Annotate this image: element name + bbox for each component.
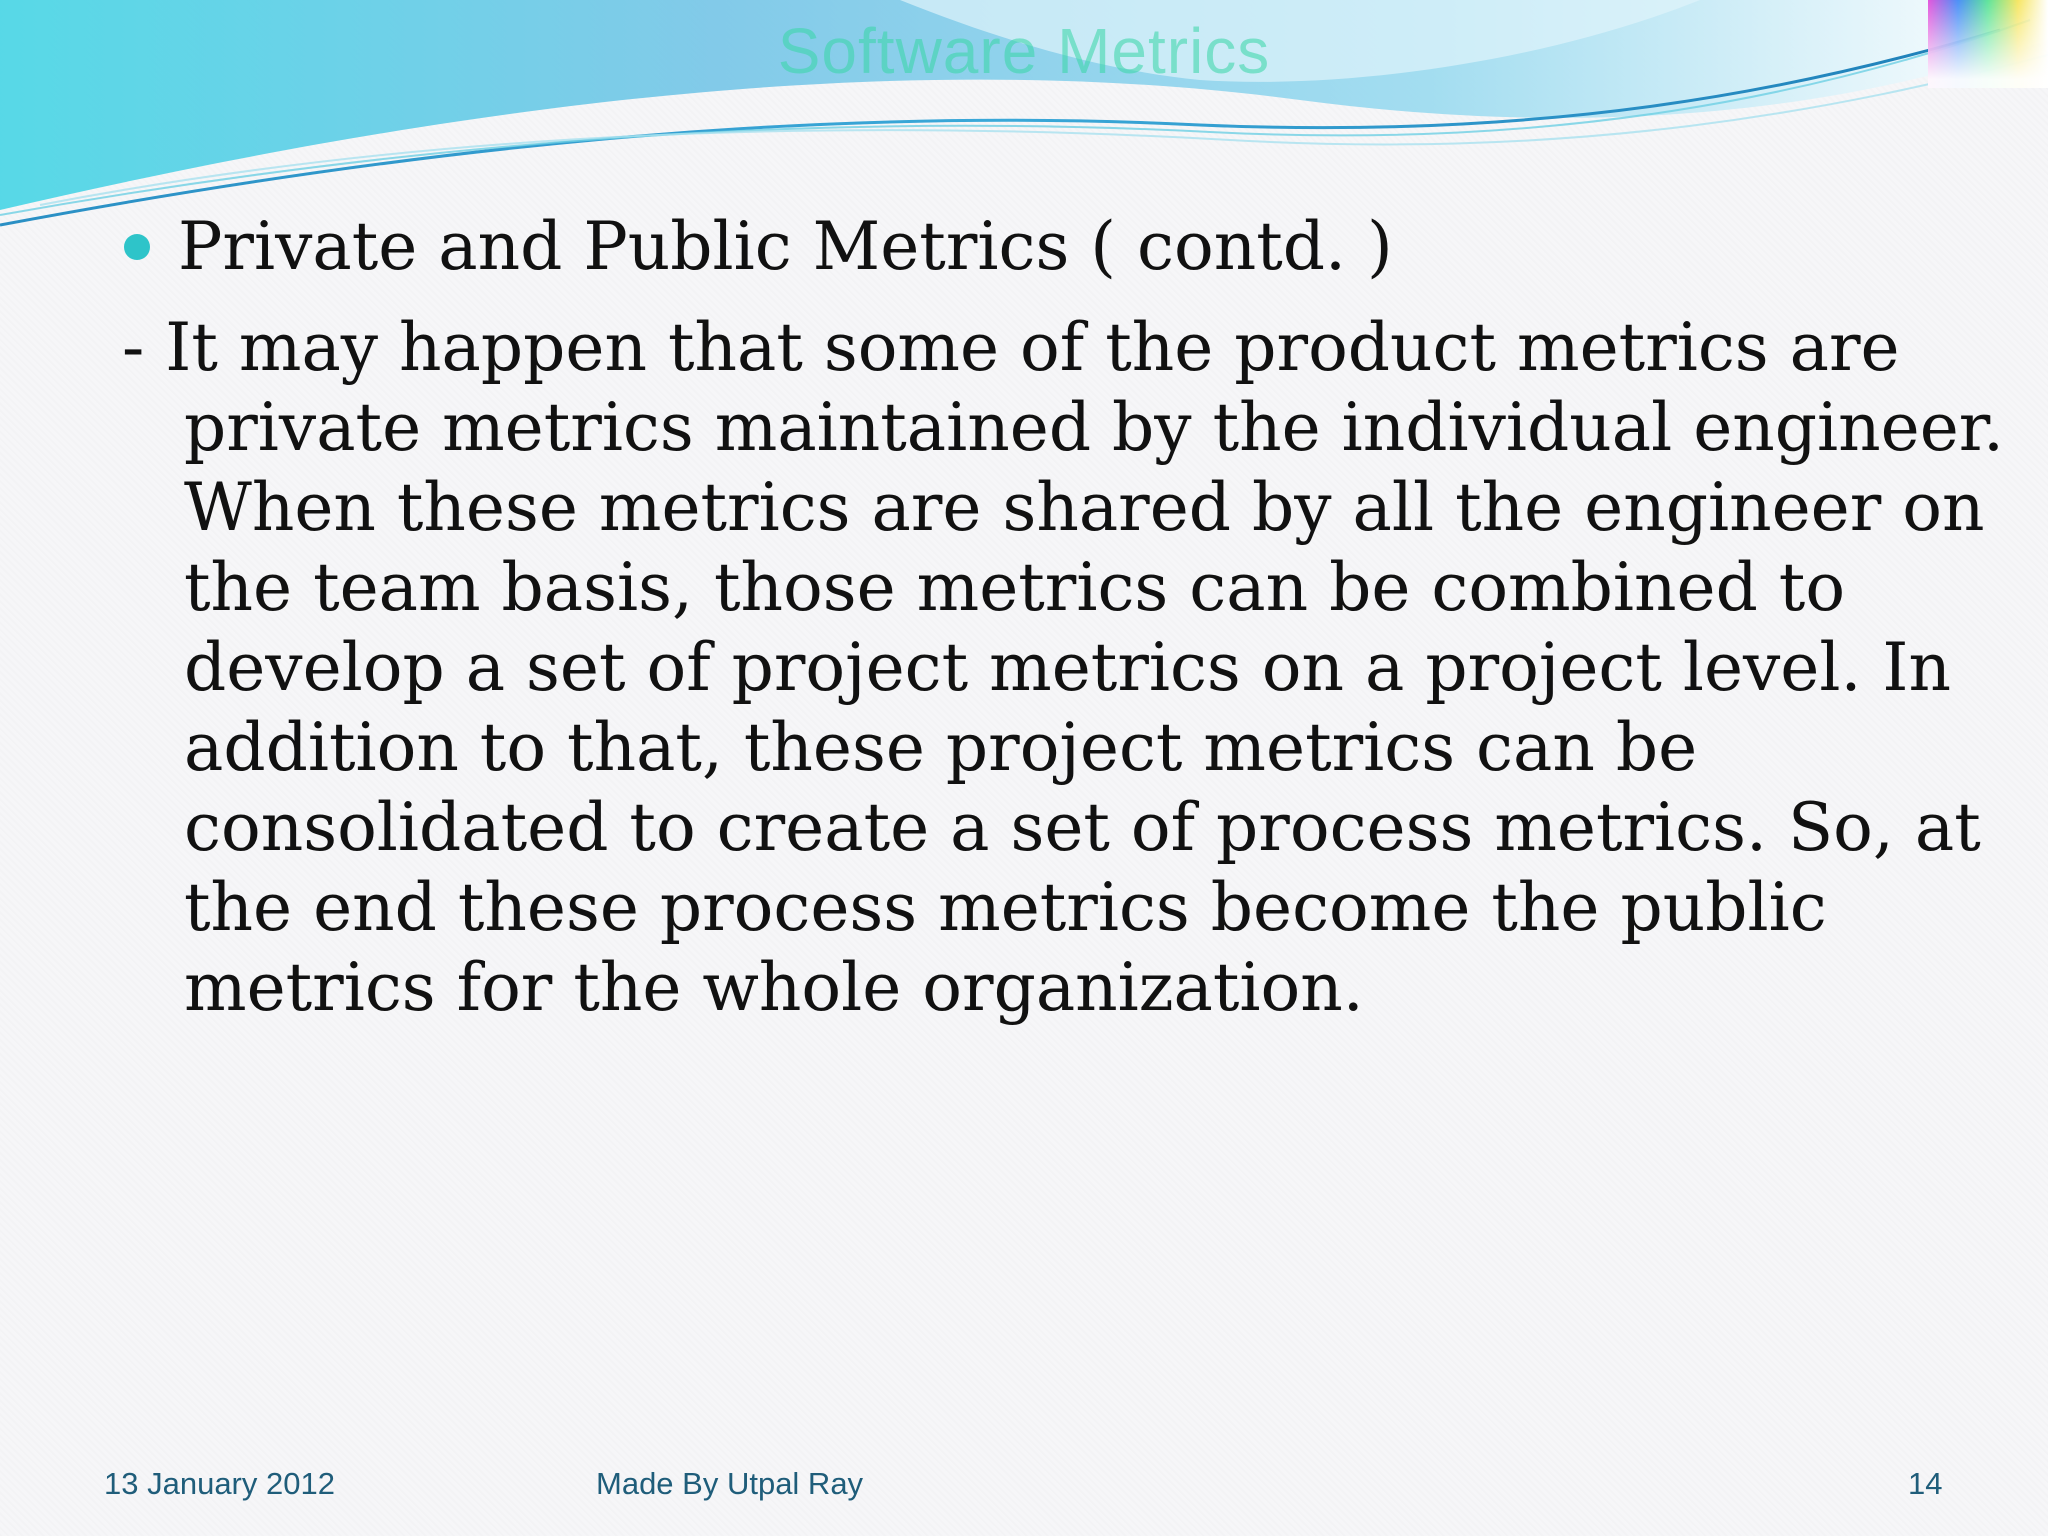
bullet-dot-icon xyxy=(124,234,150,260)
paragraph-line: consolidated to create a set of process metrics. So, at xyxy=(184,789,1981,866)
paragraph-line: metrics for the whole organization. xyxy=(184,949,1364,1026)
slide-title: Software Metrics xyxy=(777,15,1271,87)
bullet-heading-text: Private and Public Metrics ( contd. ) xyxy=(178,208,1393,285)
footer-author: Made By Utpal Ray xyxy=(596,1466,864,1501)
paragraph-line: the end these process metrics become the public xyxy=(184,869,1827,946)
bullet-heading xyxy=(124,208,1393,285)
paragraph-line: develop a set of project metrics on a project level. In xyxy=(184,629,1952,706)
paragraph-line: private metrics maintained by the individual engineer. xyxy=(184,389,2005,466)
footer-date: 13 January 2012 xyxy=(104,1466,335,1501)
paragraph-line: - It may happen that some of the product metrics are xyxy=(122,309,1900,386)
paragraph-line: addition to that, these project metrics can be xyxy=(184,709,1698,786)
footer-page-number: 14 xyxy=(1908,1466,1943,1501)
paragraph-line: the team basis, those metrics can be combined to xyxy=(184,549,1846,626)
paragraph-line: When these metrics are shared by all the engineer on xyxy=(184,469,1985,546)
body-paragraph xyxy=(122,308,2005,1028)
